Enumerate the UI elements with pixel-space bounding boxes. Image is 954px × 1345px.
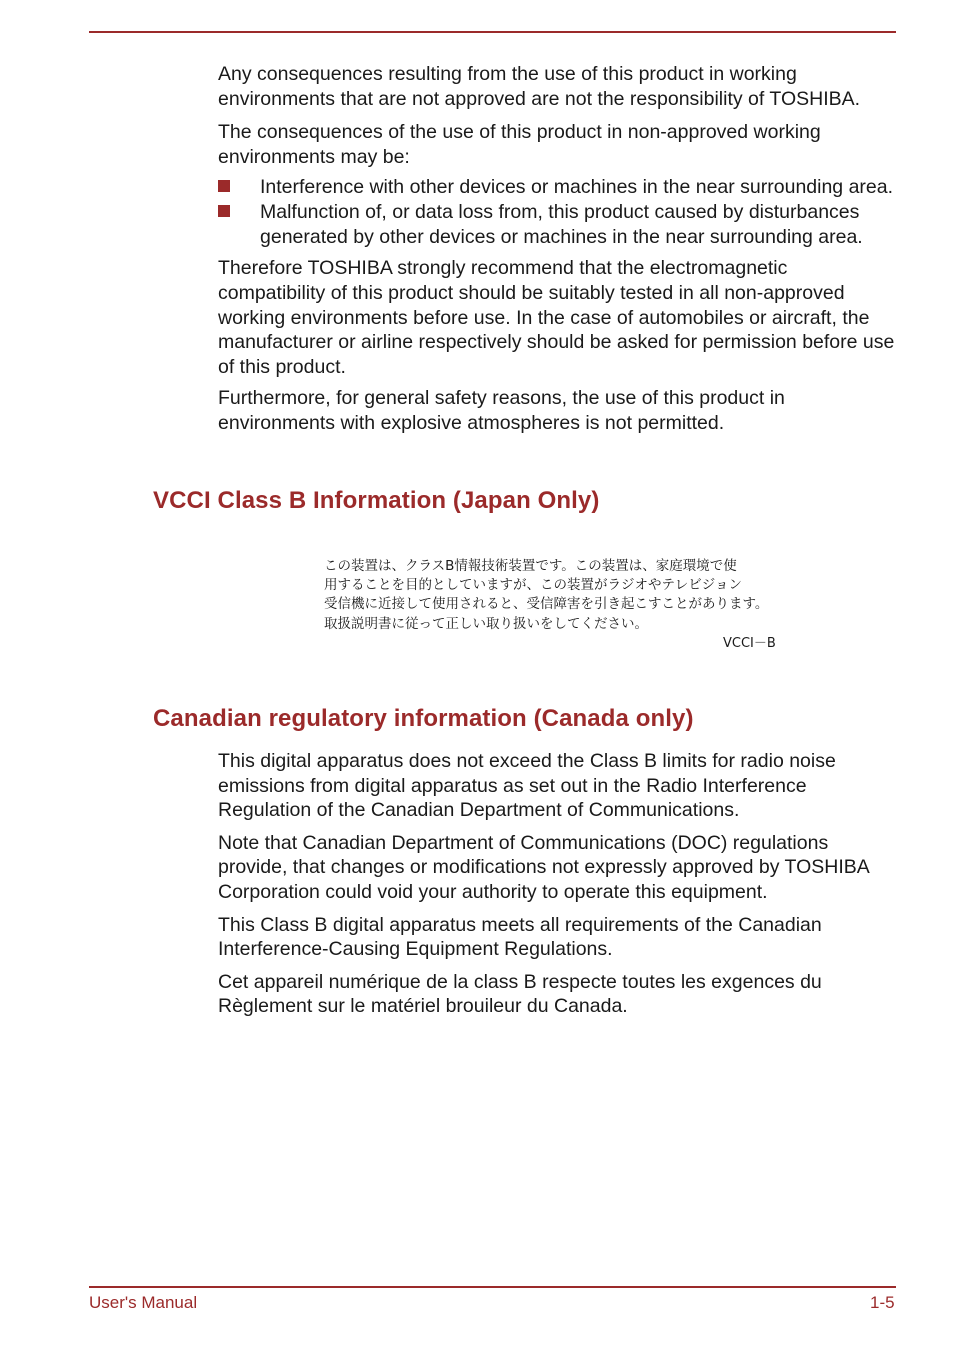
- square-bullet-icon: [218, 205, 230, 217]
- list-item-text: Interference with other devices or machines in the near surrounding area.: [260, 176, 894, 199]
- canada-block: [218, 749, 898, 1019]
- section-heading-canada: Canadian regulatory information (Canada only): [153, 705, 694, 732]
- page-number: 1-5: [870, 1293, 895, 1312]
- paragraph: Therefore TOSHIBA strongly recommend that the electromagnetic compatibility of this product should be suitably tested in all non-approved working environments before use. In the case of automobiles or aircraft, the manufacturer or airline respectively should be asked for permission before use of this product.: [218, 257, 895, 378]
- vcci-notice-line: 取扱説明書に従って正しい取り扱いをしてください。: [324, 615, 648, 632]
- footer-manual-title: User's Manual: [89, 1293, 198, 1312]
- paragraph: Any consequences resulting from the use of this product in working environments that are not approved are not the responsibility of TOSHIBA.: [218, 63, 861, 110]
- vcci-notice: [324, 557, 804, 651]
- vcci-notice-line: 用することを目的としていますが、この装置がラジオやテレビジョン: [324, 577, 742, 594]
- paragraph: The consequences of the use of this product in non-approved working environments may be:: [218, 121, 821, 168]
- vcci-notice-line: この装置は、クラスB情報技術装置です。この装置は、家庭環境で使: [324, 558, 737, 574]
- square-bullet-icon: [218, 180, 230, 192]
- vcci-class-mark: VCCI－B: [723, 636, 776, 651]
- consequence-list: [218, 175, 898, 250]
- list-item: [218, 200, 898, 250]
- intro-block: [218, 62, 898, 436]
- paragraph: Note that Canadian Department of Communications (DOC) regulations provide, that changes or modifications not expressly approved by TOSHIBA Corporation could void your authority to operate this equipment.: [218, 831, 869, 903]
- paragraph: This digital apparatus does not exceed the Class B limits for radio noise emissions from digital apparatus as set out in the Radio Interference Regulation of the Canadian Department of Communications.: [218, 750, 836, 822]
- paragraph: This Class B digital apparatus meets all requirements of the Canadian Interference-Causing Equipment Regulations.: [218, 913, 822, 961]
- section-heading-vcci: VCCI Class B Information (Japan Only): [153, 487, 600, 514]
- paragraph: Cet appareil numérique de la class B respecte toutes les exgences du Règlement sur le matériel brouileur du Canada.: [218, 970, 822, 1018]
- list-item: [218, 175, 898, 200]
- footer-rule: [89, 1286, 896, 1288]
- list-item-text: Malfunction of, or data loss from, this product caused by disturbances generated by other devices or machines in the near surrounding area.: [260, 201, 863, 249]
- vcci-notice-line: 受信機に近接して使用されると、受信障害を引き起こすことがあります。: [324, 596, 769, 613]
- paragraph: Furthermore, for general safety reasons, the use of this product in environments with explosive atmospheres is not permitted.: [218, 387, 785, 434]
- header-rule: [89, 31, 896, 33]
